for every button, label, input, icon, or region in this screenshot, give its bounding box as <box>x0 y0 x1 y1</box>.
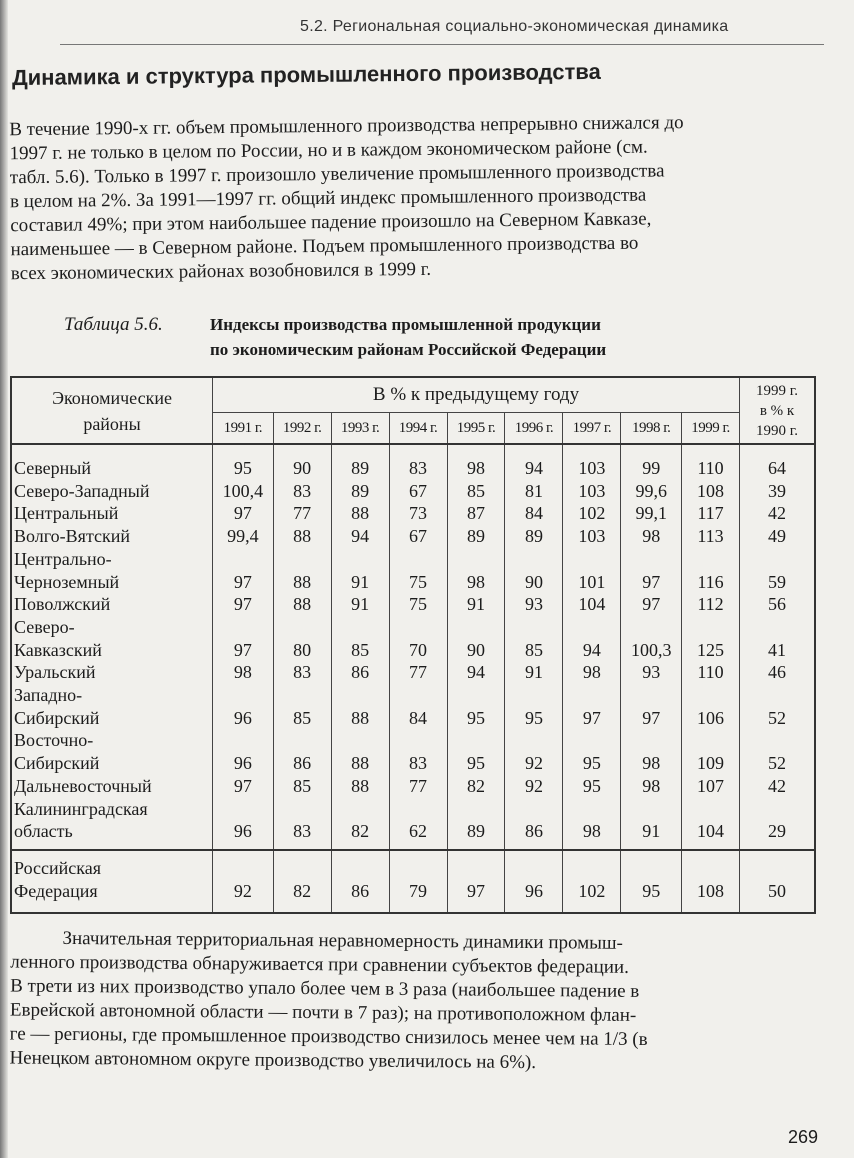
header-last-line: в % к <box>759 402 795 419</box>
index-value: 96 <box>213 684 274 729</box>
index-value: 92 <box>505 729 563 774</box>
region-name-line: Северо-Западный <box>14 480 150 501</box>
header-year: 1995 г. <box>447 413 505 445</box>
index-value: 94 <box>563 616 621 661</box>
header-year: 1991 г. <box>213 413 274 445</box>
index-value: 97 <box>213 502 274 525</box>
index-value: 83 <box>273 798 331 850</box>
index-value: 89 <box>331 444 389 480</box>
index-value: 98 <box>621 525 682 548</box>
header-1999-vs-1990 <box>740 377 816 444</box>
index-value: 77 <box>389 661 447 684</box>
index-value: 77 <box>273 502 331 525</box>
table-row <box>11 684 815 729</box>
index-value: 104 <box>563 593 621 616</box>
header-year: 1998 г. <box>621 413 682 445</box>
index-value: 97 <box>563 684 621 729</box>
region-name <box>11 593 213 616</box>
region-name-line: Северный <box>14 458 91 478</box>
region-name-line: область <box>14 821 73 842</box>
text-line: ге — регионы, где промышленное производство снизилось менее чем на 1/3 (в <box>9 1023 648 1051</box>
index-value: 81 <box>505 480 563 503</box>
region-name-line: Северо- <box>14 616 75 637</box>
text-line: 1997 г. не только в целом по России, но и в каждом экономическом районе (см. <box>9 136 648 165</box>
running-head: 5.2. Региональная социально-экономическая динамика <box>300 18 729 35</box>
index-value: 107 <box>682 775 740 798</box>
text-line: Ненецком автономном округе производство увеличилось на 6%). <box>9 1047 537 1074</box>
index-value: 41 <box>740 616 816 661</box>
index-value: 94 <box>447 661 505 684</box>
index-value: 102 <box>563 502 621 525</box>
index-value: 88 <box>273 548 331 593</box>
index-value: 96 <box>505 850 563 913</box>
index-value: 88 <box>331 684 389 729</box>
index-value: 98 <box>447 548 505 593</box>
table-row <box>11 616 815 661</box>
index-value: 89 <box>447 798 505 850</box>
index-value: 56 <box>740 593 816 616</box>
index-value: 97 <box>621 548 682 593</box>
text-line: ленного производства обнаруживается при сравнении субъектов федерации. <box>10 951 629 978</box>
text-line: составил 49%; при этом наибольшее падение произошло на Северном Кавказе, <box>10 208 652 237</box>
header-year: 1994 г. <box>389 413 447 445</box>
header-last-line: 1990 г. <box>756 422 798 439</box>
region-name-line: Центрально- <box>14 548 112 569</box>
index-value: 103 <box>563 525 621 548</box>
region-name-line: Поволжский <box>14 594 111 615</box>
index-value: 97 <box>213 616 274 661</box>
index-value: 91 <box>505 661 563 684</box>
index-value: 97 <box>213 548 274 593</box>
index-value: 113 <box>682 525 740 548</box>
index-value: 77 <box>389 775 447 798</box>
header-year: 1999 г. <box>682 413 740 445</box>
header-region <box>11 377 213 444</box>
index-value: 84 <box>505 502 563 525</box>
index-value: 97 <box>213 593 274 616</box>
header-last-line: 1999 г. <box>756 382 798 399</box>
index-value: 42 <box>740 502 816 525</box>
index-value: 100,3 <box>621 616 682 661</box>
index-value: 94 <box>505 444 563 480</box>
index-value: 101 <box>563 548 621 593</box>
header-year: 1992 г. <box>273 413 331 445</box>
region-name <box>11 798 213 850</box>
index-value: 88 <box>273 525 331 548</box>
region-name-line: Федерация <box>14 880 98 901</box>
paragraph-conclusion <box>9 926 820 1077</box>
index-value: 92 <box>505 775 563 798</box>
index-value: 108 <box>682 480 740 503</box>
index-value: 91 <box>331 548 389 593</box>
index-value: 73 <box>389 502 447 525</box>
index-value: 125 <box>682 616 740 661</box>
table-row <box>11 525 815 548</box>
index-value: 112 <box>682 593 740 616</box>
table-body <box>11 444 815 913</box>
page-number: 269 <box>787 1127 818 1147</box>
index-value: 98 <box>563 661 621 684</box>
region-name-line: Уральский <box>14 662 96 683</box>
region-name <box>11 661 213 684</box>
text-line: в целом на 2%. За 1991—1997 гг. общий индекс промышленного производства <box>9 184 647 213</box>
index-value: 83 <box>389 444 447 480</box>
region-name <box>11 775 213 798</box>
index-value: 95 <box>447 729 505 774</box>
index-value: 99,6 <box>621 480 682 503</box>
index-value: 82 <box>331 798 389 850</box>
paragraph-intro <box>9 110 821 286</box>
index-value: 97 <box>213 775 274 798</box>
index-value: 102 <box>563 850 621 913</box>
table-caption-title-line: по экономическим районам Российской Федерации <box>210 340 607 359</box>
index-value: 91 <box>331 593 389 616</box>
table-row <box>11 502 815 525</box>
index-value: 96 <box>213 798 274 850</box>
index-value: 96 <box>213 729 274 774</box>
table-row <box>11 444 815 480</box>
table-total-row <box>11 850 815 913</box>
index-value: 95 <box>563 775 621 798</box>
index-value: 99 <box>621 444 682 480</box>
index-value: 46 <box>740 661 816 684</box>
index-value: 99,4 <box>213 525 274 548</box>
index-value: 110 <box>682 444 740 480</box>
index-value: 50 <box>740 850 816 913</box>
table-row <box>11 729 815 774</box>
index-value: 80 <box>273 616 331 661</box>
header-year: 1997 г. <box>563 413 621 445</box>
header-region-line: Экономические <box>52 387 172 408</box>
index-value: 98 <box>213 661 274 684</box>
region-name <box>11 616 213 661</box>
table-row <box>11 548 815 593</box>
header-rule <box>60 44 824 45</box>
section-title: Динамика и структура промышленного производства <box>11 58 601 91</box>
region-name-line: Сибирский <box>14 707 100 728</box>
index-value: 92 <box>213 850 274 913</box>
table-row <box>11 798 815 850</box>
region-name-line: Восточно- <box>14 730 94 751</box>
text-line: табл. 5.6). Только в 1997 г. произошло увеличение промышленного производства <box>9 160 665 189</box>
region-name <box>11 502 213 525</box>
index-value: 83 <box>273 661 331 684</box>
index-value: 94 <box>331 525 389 548</box>
index-value: 99,1 <box>621 502 682 525</box>
text-line: всех экономических районах возобновился в 1999 г. <box>10 258 432 285</box>
region-name <box>11 525 213 548</box>
index-value: 91 <box>621 798 682 850</box>
header-previous-year-group: В % к предыдущему году <box>213 377 740 413</box>
index-value: 108 <box>682 850 740 913</box>
text-line: Значительная территориальная неравномерность динамики промыш- <box>62 927 624 954</box>
table-caption-title-line: Индексы производства промышленной продукции <box>210 315 601 334</box>
index-value: 83 <box>273 480 331 503</box>
index-value: 98 <box>563 798 621 850</box>
region-name <box>11 444 213 480</box>
index-value: 85 <box>505 616 563 661</box>
header-region-line: районы <box>83 413 141 434</box>
index-value: 88 <box>331 502 389 525</box>
index-value: 64 <box>740 444 816 480</box>
header-year: 1993 г. <box>331 413 389 445</box>
index-value: 110 <box>682 661 740 684</box>
index-value: 117 <box>682 502 740 525</box>
table-row <box>11 480 815 503</box>
index-value: 83 <box>389 729 447 774</box>
text-line: В трети из них производство упало более чем в 3 раза (наибольшее падение в <box>10 975 640 1002</box>
region-name-line: Волго-Вятский <box>14 526 131 547</box>
region-name-line: Центральный <box>14 503 119 524</box>
region-name-line: Российская <box>14 857 101 878</box>
index-value: 89 <box>331 480 389 503</box>
index-value: 75 <box>389 548 447 593</box>
index-value: 98 <box>621 729 682 774</box>
index-value: 91 <box>447 593 505 616</box>
region-name-line: Калининградская <box>14 798 148 819</box>
index-value: 86 <box>331 850 389 913</box>
region-name <box>11 548 213 593</box>
index-value: 88 <box>273 593 331 616</box>
table-row <box>11 593 815 616</box>
index-value: 67 <box>389 480 447 503</box>
index-value: 104 <box>682 798 740 850</box>
index-value: 29 <box>740 798 816 850</box>
industrial-index-table <box>10 376 816 914</box>
index-value: 109 <box>682 729 740 774</box>
index-value: 86 <box>273 729 331 774</box>
index-value: 93 <box>621 661 682 684</box>
index-value: 95 <box>505 684 563 729</box>
table-row <box>11 661 815 684</box>
index-value: 82 <box>273 850 331 913</box>
index-value: 84 <box>389 684 447 729</box>
index-value: 70 <box>389 616 447 661</box>
region-name <box>11 684 213 729</box>
index-value: 95 <box>621 850 682 913</box>
index-value: 89 <box>447 525 505 548</box>
index-value: 116 <box>682 548 740 593</box>
region-name-line: Западно- <box>14 685 83 706</box>
index-value: 85 <box>273 684 331 729</box>
index-value: 89 <box>505 525 563 548</box>
index-value: 95 <box>447 684 505 729</box>
table-caption-label: Таблица 5.6. <box>64 314 163 335</box>
index-value: 97 <box>447 850 505 913</box>
region-name-line: Дальневосточный <box>14 775 152 796</box>
index-value: 79 <box>389 850 447 913</box>
index-value: 90 <box>447 616 505 661</box>
index-value: 103 <box>563 444 621 480</box>
index-value: 49 <box>740 525 816 548</box>
index-value: 85 <box>447 480 505 503</box>
index-value: 90 <box>273 444 331 480</box>
index-value: 59 <box>740 548 816 593</box>
index-value: 97 <box>621 684 682 729</box>
region-name-line: Сибирский <box>14 753 100 774</box>
table-caption-title <box>210 312 606 362</box>
index-value: 85 <box>331 616 389 661</box>
region-name <box>11 729 213 774</box>
index-value: 42 <box>740 775 816 798</box>
index-value: 82 <box>447 775 505 798</box>
region-name-line: Черноземный <box>14 571 120 592</box>
index-value: 98 <box>447 444 505 480</box>
region-name <box>11 480 213 503</box>
index-value: 86 <box>331 661 389 684</box>
index-value: 87 <box>447 502 505 525</box>
index-value: 95 <box>563 729 621 774</box>
index-value: 52 <box>740 729 816 774</box>
index-value: 88 <box>331 729 389 774</box>
text-line: Еврейской автономной области — почти в 7 раз); на противоположном флан- <box>9 999 637 1026</box>
index-value: 52 <box>740 684 816 729</box>
header-year: 1996 г. <box>505 413 563 445</box>
index-value: 88 <box>331 775 389 798</box>
index-value: 39 <box>740 480 816 503</box>
index-value: 85 <box>273 775 331 798</box>
region-name-line: Кавказский <box>14 639 102 660</box>
text-line: В течение 1990-х гг. объем промышленного производства непрерывно снижался до <box>9 112 684 141</box>
book-spine-shadow <box>0 0 8 1158</box>
index-value: 90 <box>505 548 563 593</box>
index-value: 103 <box>563 480 621 503</box>
index-value: 62 <box>389 798 447 850</box>
text-line: наименьшее — в Северном районе. Подъем промышленного производства во <box>10 232 639 261</box>
index-value: 98 <box>621 775 682 798</box>
index-value: 93 <box>505 593 563 616</box>
index-value: 75 <box>389 593 447 616</box>
index-value: 100,4 <box>213 480 274 503</box>
region-name <box>11 850 213 913</box>
index-value: 95 <box>213 444 274 480</box>
index-value: 86 <box>505 798 563 850</box>
table-row <box>11 775 815 798</box>
index-value: 106 <box>682 684 740 729</box>
index-value: 97 <box>621 593 682 616</box>
index-value: 67 <box>389 525 447 548</box>
